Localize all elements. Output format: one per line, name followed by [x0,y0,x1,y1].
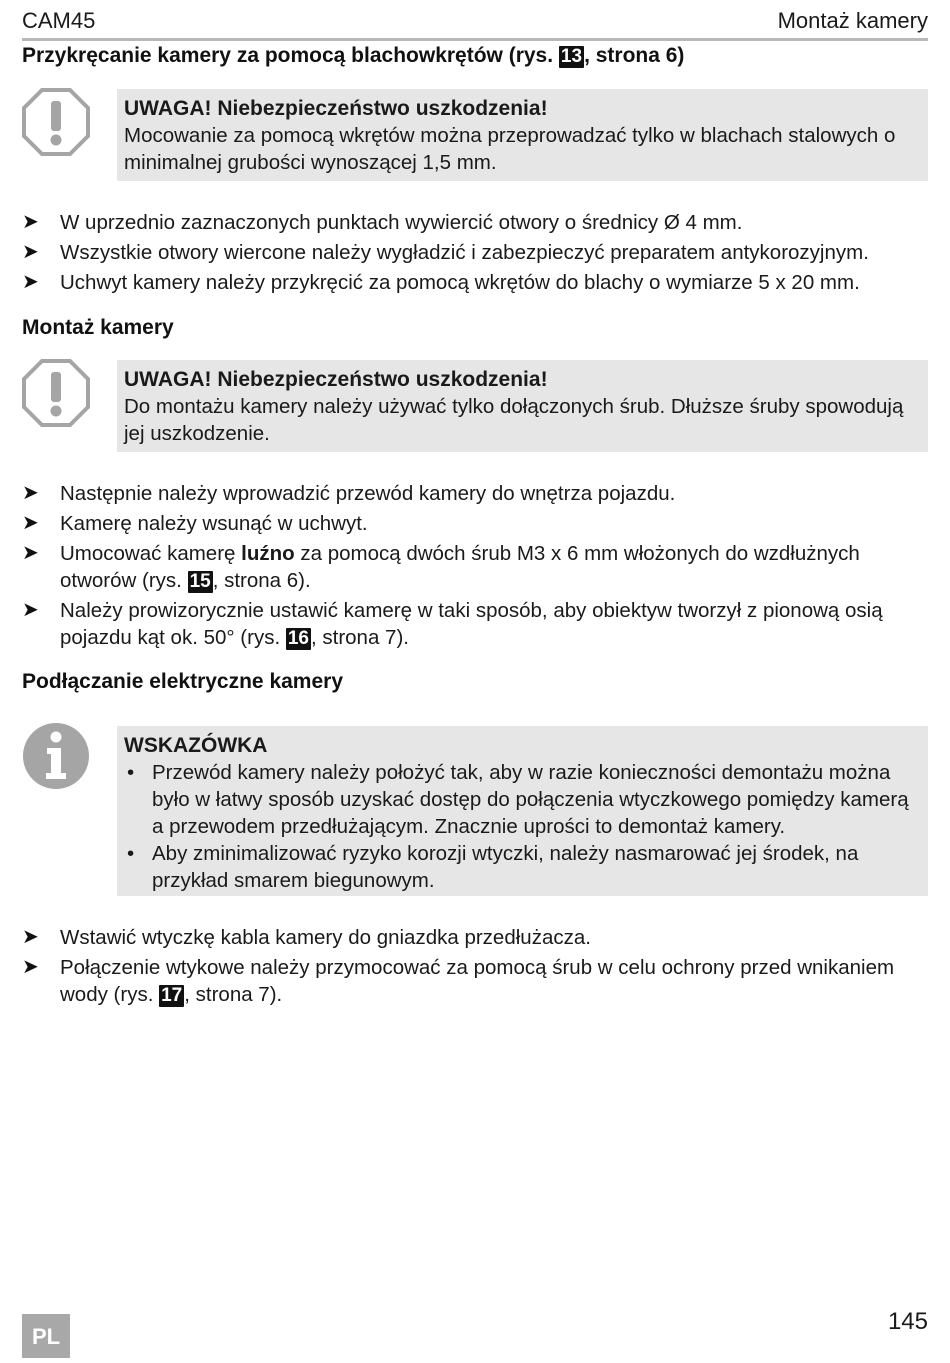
arrow-icon: ➤ [22,599,39,621]
arrow-icon: ➤ [22,512,39,534]
list-item [22,480,928,507]
page-number: 145 [887,1308,928,1335]
bullet-icon: • [127,842,135,865]
step-text-a: Umocować kamerę [60,542,242,565]
step-text-bold: luźno [241,542,295,565]
list-item [22,597,928,651]
note-text: Aby zminimalizować ryzyko korozji wtyczki, należy nasmarować jej środek, na przykład smarem biegunowym. [152,842,859,892]
step-text-b: , strona 7). [310,626,409,649]
step-text-b: , strona 7). [184,983,283,1006]
warning-text: Mocowanie za pomocą wkrętów można przeprowadzać tylko w blachach stalowych o minimalnej grubości wynoszącej 1,5 mm. [124,124,896,174]
step-text: Uchwyt kamery należy przykręcić za pomocą wkrętów do blachy o wymiarze 5 x 20 mm. [60,271,860,294]
arrow-icon: ➤ [22,241,39,263]
warning-octagon-icon [22,88,90,156]
list-item [22,924,928,951]
arrow-icon: ➤ [22,271,39,293]
step-text: W uprzednio zaznaczonych punktach wywiercić otwory o średnicy Ø 4 mm. [60,211,743,234]
section1-steps [22,209,928,299]
list-item [22,239,928,266]
section3-heading: Podłączanie elektryczne kamery [22,670,344,693]
figure-ref-15: 15 [189,571,211,592]
list-item [124,759,920,840]
info-box [117,726,928,896]
arrow-icon: ➤ [22,482,39,504]
section1-heading [22,44,684,68]
list-item [124,840,920,894]
list-item [22,540,928,594]
note-text: Przewód kamery należy położyć tak, aby w razie konieczności demontażu można było w łatwy sposób uzyskać dostęp do połączenia wtyczkowego pomiędzy kamerą a przewodem przedłużającym. Znacznie uprości to demontaż kamery. [152,761,909,838]
product-name: CAM45 [22,8,96,33]
step-text-a: Połączenie wtykowe należy przymocować za pomocą śrub w celu ochrony przed wnikaniem wody (rys. [60,956,895,1006]
arrow-icon: ➤ [22,926,39,948]
figure-ref-17: 17 [161,985,183,1006]
step-text: Kamerę należy wsunąć w uchwyt. [60,512,368,535]
step-text: Wstawić wtyczkę kabla kamery do gniazdka przedłużacza. [60,926,591,949]
list-item [22,269,928,296]
list-item [22,954,928,1008]
note-title: WSKAZÓWKA [124,734,268,757]
figure-ref-13: 13 [560,46,583,67]
warning-title: UWAGA! Niebezpieczeństwo uszkodzenia! [124,97,548,120]
arrow-icon: ➤ [22,211,39,233]
figure-ref-16: 16 [287,628,309,649]
step-text-c: , strona 6). [212,569,311,592]
warning-box-2 [117,360,928,452]
section-title: Montaż kamery [777,8,928,33]
arrow-icon: ➤ [22,542,39,564]
page-header [22,8,928,38]
step-text: Następnie należy wprowadzić przewód kamery do wnętrza pojazdu. [60,482,676,505]
section1-heading-text: Przykręcanie kamery za pomocą blachowkrętów (rys. [22,44,554,67]
arrow-icon: ➤ [22,956,39,978]
list-item [22,510,928,537]
step-text: Wszystkie otwory wiercone należy wygładzić i zabezpieczyć preparatem antykorozyjnym. [60,241,869,264]
language-badge: PL [22,1314,70,1358]
header-divider [22,38,928,41]
step-text-a: Należy prowizorycznie ustawić kamerę w taki sposób, aby obiektyw tworzył z pionową osią pojazdu kąt ok. 50° (rys. [60,599,883,649]
section3-steps [22,924,928,1011]
warning-text: Do montażu kamery należy używać tylko dołączonych śrub. Dłuższe śruby spowodują jej uszkodzenie. [124,395,904,445]
warning-title: UWAGA! Niebezpieczeństwo uszkodzenia! [124,368,548,391]
warning-box-1 [117,89,928,181]
section2-steps [22,480,928,654]
bullet-icon: • [127,761,135,784]
section2-heading: Montaż kamery [22,316,174,339]
warning-octagon-icon [22,359,90,427]
info-circle-icon [22,722,90,790]
step-text-b: za pomocą dwóch śrub M3 x 6 mm włożonych do wzdłużnych otworów (rys. [60,542,860,592]
list-item [22,209,928,236]
section1-heading-suffix: , strona 6) [584,44,685,67]
